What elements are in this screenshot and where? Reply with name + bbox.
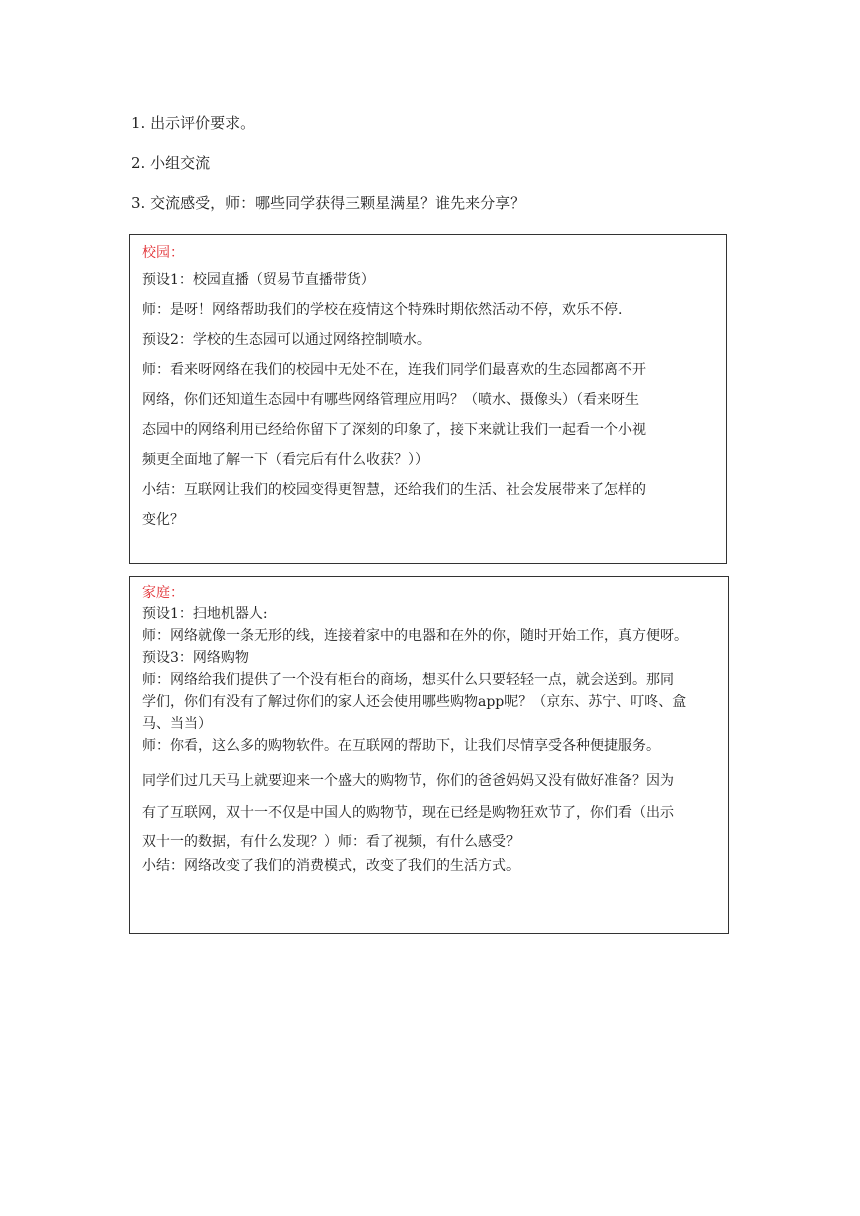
home-line: 学们，你们有没有了解过你们的家人还会使用哪些购物app呢？（京东、苏宁、叮咚、盒 [142, 694, 687, 710]
campus-line: 态园中的网络利用已经给你留下了深刻的印象了，接下来就让我们一起看一个小视 [142, 422, 646, 438]
campus-line: 变化？ [142, 512, 184, 528]
step-3-text: 3. 交流感受，师：哪些同学获得三颗星满星？谁先来分享？ [131, 194, 526, 212]
campus-heading: 校园： [142, 245, 184, 261]
home-summary: 小结：网络改变了我们的消费模式，改变了我们的生活方式。 [142, 858, 520, 874]
home-wide-line: 双十一的数据，有什么发现？）师：看了视频，有什么感受？ [142, 834, 520, 850]
home-line: 预设1：扫地机器人: [142, 606, 268, 622]
home-section-box [129, 576, 729, 934]
step-1-text: 1. 出示评价要求。 [131, 114, 256, 132]
campus-line: 师：是呀！网络帮助我们的学校在疫情这个特殊时期依然活动不停，欢乐不停. [142, 302, 623, 318]
home-wide-line: 同学们过几天马上就要迎来一个盛大的购物节，你们的爸爸妈妈又没有做好准备？因为 [142, 773, 674, 789]
home-line: 师：你看，这么多的购物软件。在互联网的帮助下，让我们尽情享受各种便捷服务。 [142, 738, 660, 754]
home-line: 师：网络就像一条无形的线，连接着家中的电器和在外的你，随时开始工作，真方便呀。 [142, 628, 688, 644]
home-line: 马、当当） [142, 716, 212, 732]
campus-line: 小结：互联网让我们的校园变得更智慧，还给我们的生活、社会发展带来了怎样的 [142, 482, 646, 498]
campus-line: 师：看来呀网络在我们的校园中无处不在，连我们同学们最喜欢的生态园都离不开 [142, 362, 646, 378]
campus-line: 预设1：校园直播（贸易节直播带货） [142, 272, 375, 288]
home-wide-line: 有了互联网，双十一不仅是中国人的购物节，现在已经是购物狂欢节了，你们看（出示 [142, 805, 674, 821]
home-line: 预设3：网络购物 [142, 650, 249, 666]
home-line: 师：网络给我们提供了一个没有柜台的商场，想买什么只要轻轻一点，就会送到。那同 [142, 672, 674, 688]
home-heading: 家庭： [142, 585, 184, 601]
campus-line: 频更全面地了解一下（看完后有什么收获？）） [142, 452, 429, 468]
campus-line: 预设2：学校的生态园可以通过网络控制喷水。 [142, 332, 431, 348]
campus-line: 网络，你们还知道生态园中有哪些网络管理应用吗？（喷水、摄像头）（看来呀生 [142, 392, 639, 408]
campus-section-box [129, 234, 727, 564]
step-2-text: 2. 小组交流 [131, 154, 211, 172]
